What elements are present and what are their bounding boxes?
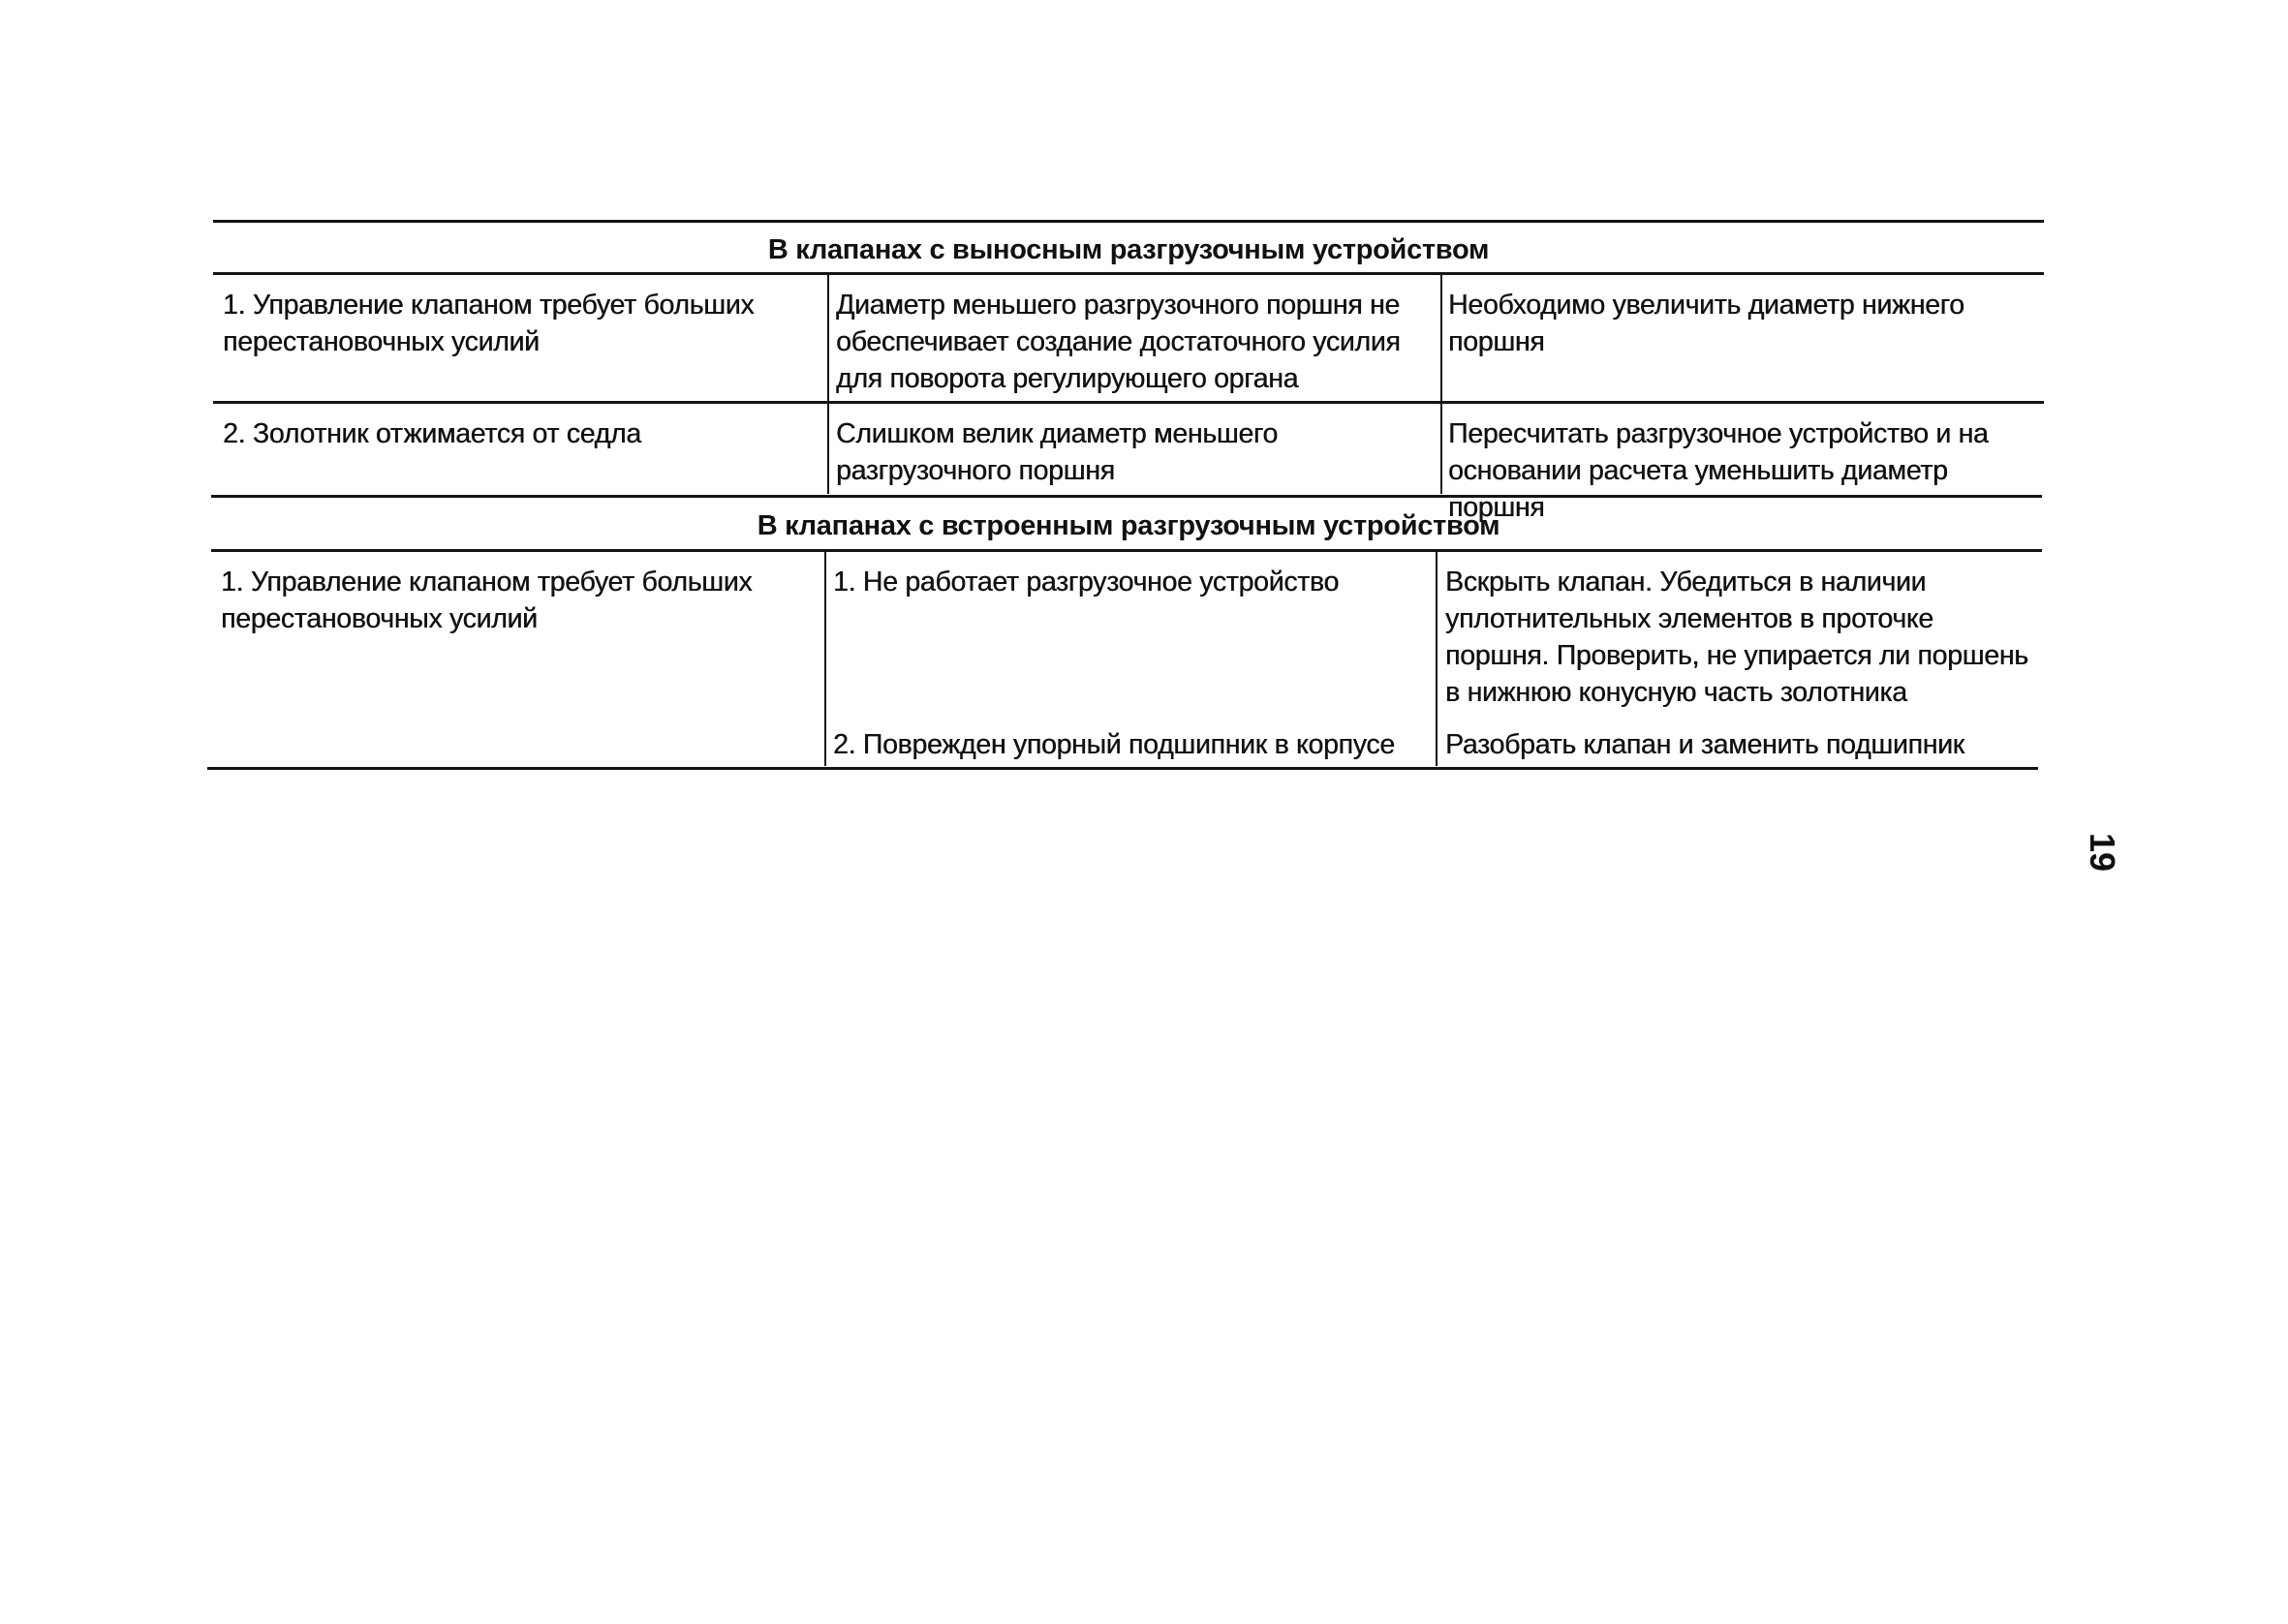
table-cell-cause: Диаметр меньшего разгрузочного поршня не обеспечивает создание достаточного усилия для поворота регулирующего органа [836, 290, 1401, 394]
table-cell-cause: 1. Не работает разгрузочное устройство [833, 567, 1339, 598]
column-separator-2 [1436, 551, 1438, 766]
table-cell-fault: 1. Управление клапаном требует больших перестановочных усилий [221, 567, 753, 634]
page-number: 19 [2083, 832, 2122, 873]
table-cell-fault: 1. Управление клапаном требует больших перестановочных усилий [223, 290, 755, 357]
column-separator-2 [1440, 274, 1442, 494]
table-cell-remedy: Необходимо увеличить диаметр нижнего поршня [1448, 290, 1964, 357]
table-cell-cause: Слишком велик диаметр меньшего разгрузочного поршня [836, 418, 1278, 486]
row-divider [213, 401, 2044, 404]
table-cell-remedy: Разобрать клапан и заменить подшипник [1445, 729, 1964, 760]
table-bottom-rule [207, 767, 2038, 770]
section-1-title-rule [213, 272, 2044, 275]
table-cell-fault: 2. Золотник отжимается от седла [223, 418, 641, 449]
table-top-rule [213, 220, 2044, 223]
table-cell-cause: 2. Поврежден упорный подшипник в корпусе [833, 729, 1395, 760]
column-separator-1 [827, 274, 829, 494]
table-cell-remedy: Пересчитать разгрузочное устройство и на основании расчета уменьшить диаметр поршня [1448, 418, 1989, 523]
column-separator-1 [824, 551, 826, 766]
table-cell-remedy: Вскрыть клапан. Убедиться в наличии уплотнительных элементов в проточке поршня. Проверить, не упирается ли поршень в нижнюю конусную часть золотника [1445, 567, 2028, 708]
section-title: В клапанах с выносным разгрузочным устройством [767, 234, 1490, 265]
section-title: В клапанах с встроенным разгрузочным устройством [757, 510, 1500, 541]
section-2-title-rule [211, 549, 2042, 552]
